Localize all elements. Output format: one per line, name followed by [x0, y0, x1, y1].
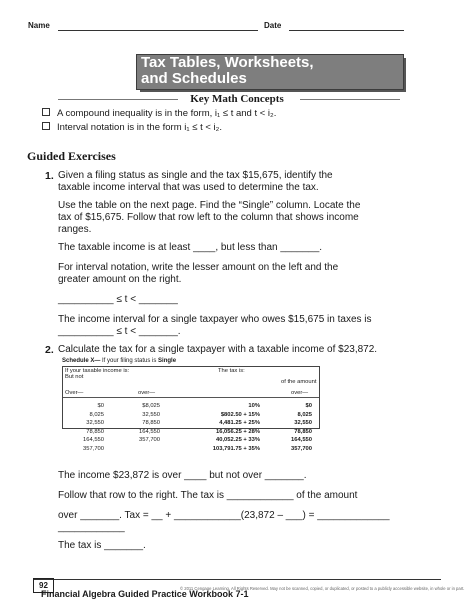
- schedule-cell: 8,025: [297, 411, 312, 418]
- schedule-row: [62, 437, 318, 445]
- q2-number: 2.: [45, 344, 54, 356]
- schedule-cell: $802.50 + 15%: [220, 411, 260, 418]
- schedule-cell: $0: [305, 403, 312, 409]
- schedule-cell: 32,550: [86, 420, 104, 426]
- schedule-row: [62, 420, 318, 428]
- name-label: Name: [28, 21, 50, 30]
- schedule-title: [62, 358, 176, 364]
- schedule-header-tax: The tax is:: [218, 368, 245, 374]
- q2-line4: The tax is _______.: [58, 540, 146, 551]
- schedule-cell: 32,550: [294, 420, 312, 426]
- date-line[interactable]: [289, 29, 404, 31]
- q1-instruction: Use the table on the next page. Find the “Single” column. Locate the tax of $15,675. Follow that row left to the column that shows income ranges.: [58, 200, 361, 235]
- schedule-cell: 103,791.75 + 35%: [212, 445, 260, 452]
- schedule-title-status: Single: [158, 358, 177, 364]
- checkbox-icon: [42, 122, 50, 130]
- q2-line2: Follow that row to the right. The tax is ____________ of the amount: [58, 490, 358, 501]
- concept-item-2: [42, 122, 222, 133]
- footer-copyright: © 2011 Cengage Learning. All Rights Reserved. May not be scanned, copied, or duplicated, or posted to a publicly accessible website, in whole or in part.: [180, 586, 465, 591]
- schedule-row: [62, 412, 318, 420]
- schedule-cell: 164,550: [139, 428, 160, 435]
- q1-prompt: Given a filing status as single and the tax $15,675, identify the taxable income interval that was used to determine the tax.: [58, 170, 333, 193]
- q1-line1: The taxable income is at least ____, but less than _______.: [58, 242, 323, 253]
- schedule-header-amount: of the amount: [281, 379, 317, 385]
- page-title: Tax Tables, Worksheets, and Schedules: [141, 54, 314, 87]
- schedule-header-over2: over—: [138, 390, 156, 396]
- date-label: Date: [264, 21, 282, 30]
- schedule-header-over3: over—: [291, 390, 309, 396]
- name-line[interactable]: [58, 29, 258, 31]
- page-number: 92: [33, 578, 54, 593]
- schedule-cell: 4,481.25 + 25%: [219, 420, 260, 426]
- q2-line1: The income $23,872 is over ____ but not over _______.: [58, 470, 307, 481]
- schedule-cell: 10%: [248, 403, 260, 409]
- schedule-cell: 40,052.25 + 33%: [216, 437, 260, 443]
- schedule-cell: 78,850: [86, 428, 104, 435]
- schedule-cell: $0: [97, 403, 104, 409]
- schedule-cell: 357,700: [83, 445, 104, 452]
- schedule-title-rest: If your filing status is: [100, 358, 159, 364]
- footer-title: Financial Algebra Guided Practice Workbook 7-1: [41, 589, 249, 599]
- schedule-cell: 78,850: [142, 420, 160, 426]
- schedule-cell: 16,056.25 + 28%: [216, 428, 260, 435]
- q1-line2: For interval notation, write the lesser amount on the left and the greater amount on the right.: [58, 262, 339, 285]
- footer-rule: [33, 579, 441, 580]
- concept-text-2: Interval notation is in the form i₁ ≤ t < i₂.: [57, 122, 222, 133]
- schedule-row: [62, 403, 318, 411]
- concept-item-1: [42, 108, 276, 119]
- concept-text-1: A compound inequality is in the form, i₁ ≤ t and t < i₂.: [57, 108, 277, 119]
- schedule-row: [62, 429, 318, 437]
- schedule-cell: 8,025: [89, 411, 104, 418]
- schedule-cell: 164,550: [83, 437, 104, 443]
- q2-prompt: Calculate the tax for a single taxpayer with a taxable income of $23,872.: [58, 344, 378, 355]
- q1-line4: The income interval for a single taxpayer who owes $15,675 in taxes is __________ ≤ t < _______.: [58, 314, 372, 337]
- schedule-cell: $8,025: [142, 403, 160, 409]
- guided-heading: Guided Exercises: [27, 149, 116, 163]
- schedule-title-bold: Schedule X—: [62, 358, 101, 364]
- schedule-cell: 78,850: [294, 428, 312, 435]
- schedule-header-income: If your taxable income is: But not: [65, 368, 130, 380]
- schedule-cell: 32,550: [142, 411, 160, 418]
- schedule-header-rule: [63, 397, 319, 398]
- q1-number: 1.: [45, 170, 54, 182]
- schedule-header-over: Over—: [65, 390, 84, 396]
- q1-line3: __________ ≤ t < _______: [58, 294, 178, 305]
- q2-line3: over _______. Tax = __ + ____________(23,872 – ___) = _____________ ____________: [58, 510, 390, 533]
- key-math-heading: Key Math Concepts: [190, 93, 284, 105]
- schedule-row: [62, 446, 318, 454]
- schedule-cell: 357,700: [291, 445, 312, 452]
- schedule-cell: 357,700: [139, 437, 160, 443]
- schedule-cell: 164,550: [291, 437, 312, 443]
- checkbox-icon: [42, 108, 50, 116]
